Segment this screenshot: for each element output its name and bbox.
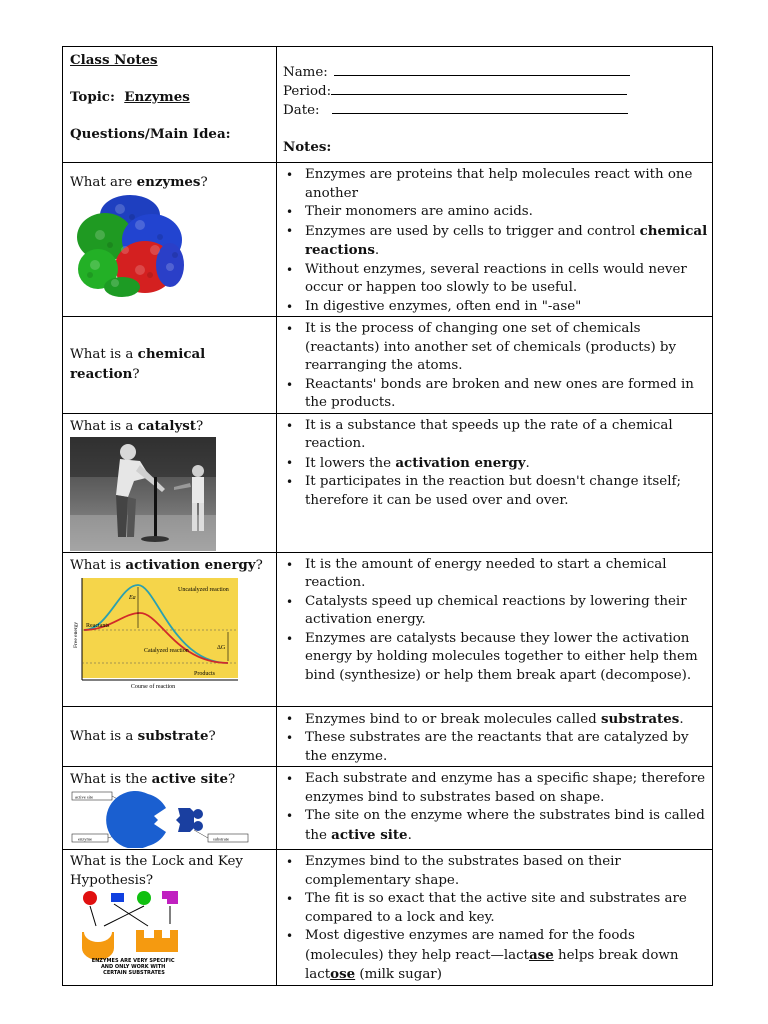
magenta-substrate <box>162 891 178 904</box>
list-item: • Each substrate and enzyme has a specific shape; therefore enzymes bind to substrates based on shape. <box>305 770 708 807</box>
note-text: Most digestive enzymes are named for the foods (molecules) they help react—lact <box>304 928 635 963</box>
graph-products-label: Products <box>194 671 215 677</box>
question-text: What is the Lock and Key Hypothesis? <box>70 854 243 888</box>
period-label: Period: <box>282 84 332 99</box>
activation-energy-graph <box>68 575 240 690</box>
name-label: Name: <box>282 65 328 80</box>
question-keyword: enzymes <box>136 174 201 190</box>
row-substrate <box>63 706 713 767</box>
graph-uncatalyzed-label: Uncatalyzed reaction <box>178 587 229 593</box>
diagram-label-active-site: active site <box>75 794 94 799</box>
note-keyword: active site <box>331 826 408 843</box>
list-item: • Without enzymes, several reactions in cells would never occur or happen too slowly to be useful. <box>305 261 708 298</box>
diagram-label-substrate: substrate <box>213 836 229 841</box>
question-cell-catalyst <box>63 413 277 552</box>
lock-key-diagram <box>74 890 194 976</box>
header-row <box>63 47 713 163</box>
question-keyword: substrate <box>137 727 209 744</box>
list-item: • Reactants' bonds are broken and new ones are formed in the products. <box>305 376 708 413</box>
date-field[interactable] <box>283 101 708 120</box>
list-item: • It is the amount of energy needed to start a chemical reaction. <box>305 556 708 593</box>
note-keyword: substrates <box>600 710 680 727</box>
list-item: • It is the process of changing one set of chemicals (reactants) into another set of chemicals (products) by rearranging the atoms. <box>305 320 708 376</box>
list-item: • In digestive enzymes, often end in "-ase" <box>305 298 708 317</box>
list-item: • It participates in the reaction but doesn't change itself; therefore it can be used over and over. <box>305 473 708 510</box>
graph-ylabel: Free energy <box>73 621 79 649</box>
list-item: • Their monomers are amino acids. <box>305 203 708 222</box>
question-text: What is <box>70 557 126 573</box>
list-item: • Enzymes are catalysts because they lower the activation energy by holding molecules together to either help them bind (synthesize) or help them break apart (decompose). <box>305 630 708 686</box>
note-text: . <box>679 711 684 727</box>
blue-square-substrate <box>111 893 124 902</box>
notes-cell-active-site <box>276 767 712 850</box>
questions-label: Questions/Main Idea: <box>70 126 231 142</box>
question-text: What is a <box>70 347 138 362</box>
notes-cell-activation <box>276 552 712 706</box>
list-item <box>305 710 708 730</box>
row-lock-key <box>63 850 713 986</box>
list-item: • Catalysts speed up chemical reactions by lowering their activation energy. <box>305 593 708 630</box>
note-text: helps break down lact <box>304 947 679 982</box>
graph-catalyzed-label: Catalyzed reaction <box>144 648 189 654</box>
period-field[interactable] <box>283 82 708 101</box>
note-text: . <box>407 827 412 843</box>
graph-reactants-label: Reactants <box>86 623 110 629</box>
question-text: What is a <box>70 728 138 744</box>
notes-cell-substrate <box>276 706 712 767</box>
graph-ea-label: Ea <box>129 595 136 601</box>
list-item: • These substrates are the reactants that are catalyzed by the enzyme. <box>305 729 708 766</box>
question-mark: ? <box>255 557 263 573</box>
question-mark: ? <box>200 175 208 190</box>
row-catalyst <box>63 413 713 552</box>
note-keyword: ose <box>330 966 356 982</box>
active-site-diagram <box>70 790 252 848</box>
question-text: What is a <box>70 418 138 434</box>
note-text: (milk sugar) <box>355 967 442 982</box>
list-item <box>305 454 708 474</box>
diagram-label-enzyme: enzyme <box>78 836 92 841</box>
list-item: • It is a substance that speeds up the rate of a chemical reaction. <box>305 417 708 454</box>
list-item: • The fit is so exact that the active site and substrates are compared to a lock and key. <box>305 890 708 927</box>
question-cell-activation <box>63 552 277 706</box>
note-text: Enzymes bind to or break molecules called <box>304 711 601 727</box>
question-keyword: chemical reaction <box>70 346 206 382</box>
note-keyword: chemical reactions <box>304 222 708 258</box>
note-keyword: activation energy <box>395 454 526 471</box>
notes-label: Notes: <box>282 139 332 155</box>
topic-line <box>70 88 270 106</box>
notes-cell-lock-key <box>276 850 712 986</box>
question-mark: ? <box>208 728 216 744</box>
question-mark: ? <box>132 366 140 382</box>
class-notes-title: Class Notes <box>70 52 158 68</box>
header-right-cell <box>276 47 712 163</box>
notes-cell-chemical <box>276 317 712 414</box>
question-cell-chemical <box>63 317 277 414</box>
enzyme-protein-image <box>70 195 188 305</box>
question-cell-active-site <box>63 767 277 850</box>
row-chemical-reaction <box>63 317 713 414</box>
question-cell-enzymes <box>63 163 277 317</box>
question-keyword: active site <box>151 771 229 787</box>
note-text: The site on the enzyme where the substrates bind is called the <box>304 808 705 843</box>
row-active-site <box>63 767 713 850</box>
question-cell-substrate <box>63 706 277 767</box>
name-field[interactable] <box>283 63 708 82</box>
enzyme-shape <box>106 791 166 848</box>
question-mark: ? <box>228 772 236 787</box>
row-enzymes <box>63 163 713 317</box>
question-mark: ? <box>195 418 204 434</box>
green-circle-substrate <box>137 891 151 905</box>
question-cell-lock-key <box>63 850 277 986</box>
name-line[interactable] <box>334 63 630 76</box>
notes-table <box>62 46 713 986</box>
list-item <box>305 222 708 261</box>
notes-cell-catalyst <box>276 413 712 552</box>
topic-value: Enzymes <box>124 89 190 105</box>
period-line[interactable] <box>331 82 627 95</box>
question-text: What are <box>70 175 137 190</box>
note-text: . <box>374 243 380 258</box>
red-circle-substrate <box>83 891 97 905</box>
note-keyword: ase <box>529 946 554 963</box>
header-left-cell <box>63 47 277 163</box>
list-item: • Enzymes bind to the substrates based on their complementary shape. <box>305 853 708 890</box>
catalyst-photo <box>70 437 216 551</box>
topic-label: Topic: <box>70 89 115 105</box>
list-item <box>305 927 708 985</box>
date-label: Date: <box>282 103 320 118</box>
graph-dg-label: ΔG <box>217 645 226 651</box>
row-activation-energy <box>63 552 713 706</box>
note-text: . <box>525 455 530 471</box>
substrate-shape <box>176 808 194 832</box>
question-text: What is the <box>70 772 152 787</box>
notes-cell-enzymes <box>276 163 712 317</box>
lock-key-caption: ENZYMES ARE VERY SPECIFIC AND ONLY WORK WITH CERTAIN SUBSTRATES <box>91 958 175 976</box>
list-item: • Enzymes are proteins that help molecules react with one another <box>305 166 708 203</box>
note-text: It lowers the <box>304 455 396 471</box>
note-text: Enzymes are used by cells to trigger and control <box>304 223 640 239</box>
date-line[interactable] <box>332 101 628 114</box>
graph-xlabel: Course of reaction <box>130 684 176 690</box>
question-keyword: catalyst <box>137 417 196 434</box>
question-keyword: activation energy <box>125 556 256 573</box>
orange-enzyme-notched <box>136 930 178 952</box>
list-item <box>305 807 708 845</box>
